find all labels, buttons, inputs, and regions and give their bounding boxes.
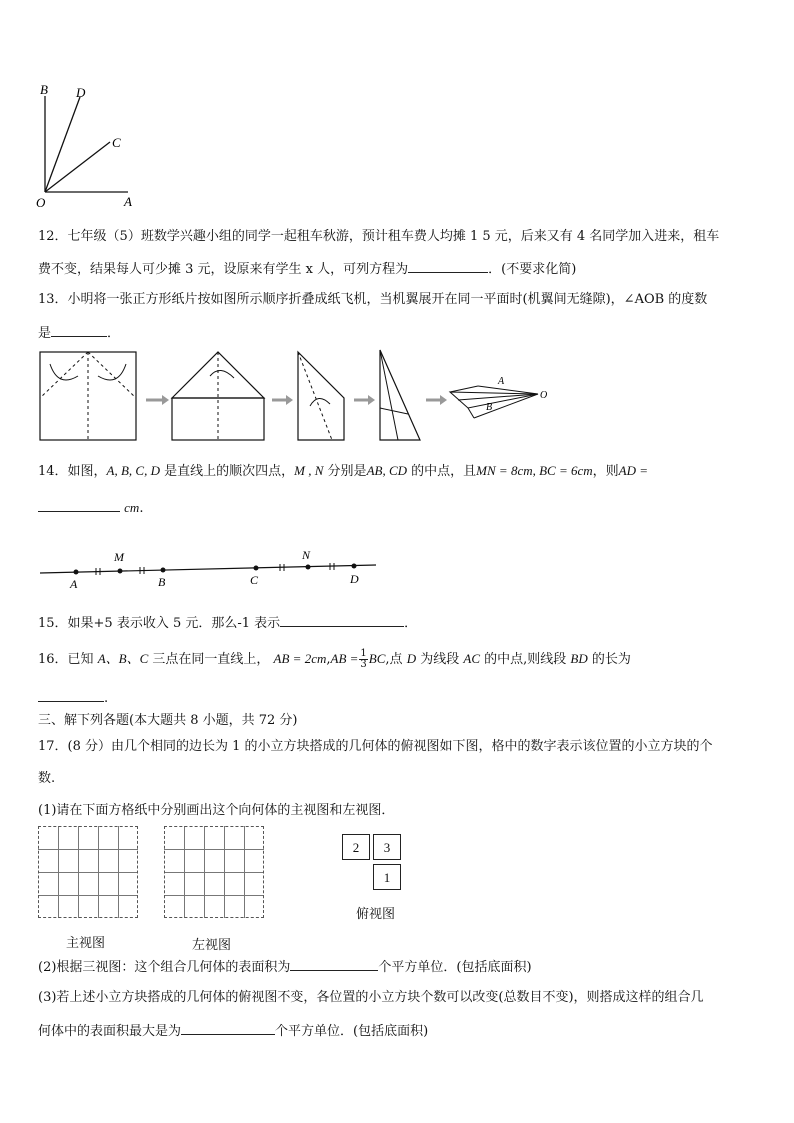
q12-text-a: 费不变，结果每人可少摊 3 元，设原来有学生 x 人，可列方程为: [38, 262, 409, 277]
q17-part1: (1)请在下面方格纸中分别画出这个向何体的主视图和左视图．: [38, 803, 395, 818]
q14-text-a: 14．如图，: [38, 464, 107, 479]
q16-line2: [38, 688, 108, 708]
q13-text-a: 是: [38, 326, 52, 341]
q16-point-d: D: [406, 651, 417, 666]
q16-text-a: 16．已知: [38, 652, 94, 667]
label-d: D: [76, 85, 86, 100]
q16-fraction: [359, 649, 367, 670]
plane-label-b: B: [486, 402, 493, 413]
q16-points: A、B、C: [97, 651, 149, 666]
q12-line1: 12．七年级（5）班数学兴趣小组的同学一起租车秋游，预计租车费人均摊 1 5 元，后来又有 4 名同学加入进来，租车: [38, 229, 720, 244]
label-c: C: [112, 135, 121, 150]
paper-plane-folding-figure: [38, 348, 568, 444]
q17-p2-answer-blank[interactable]: [290, 957, 378, 971]
q16-sep: ,: [326, 652, 331, 667]
q14-segs: AB, CD: [366, 463, 408, 478]
q16-frac-den: 3: [360, 659, 367, 670]
q17-p2-text-a: (2)根据三视图：这个组合几何体的表面积为: [38, 960, 291, 975]
q16-frac-num: 1: [360, 648, 367, 659]
q13-answer-blank[interactable]: [51, 323, 107, 337]
q14-text-c: 分别是: [327, 464, 367, 479]
q13-text-b: ．: [107, 326, 121, 341]
q16-text-e: 的中点,则线段: [484, 652, 567, 667]
line-label-a: A: [70, 577, 78, 590]
q15-text-a: 15．如果+5 表示收入 5 元．那么-1 表示: [38, 616, 281, 631]
front-view-caption: 主视图: [66, 936, 106, 951]
plane-label-o: O: [540, 390, 548, 401]
q17-p3-text-b: 个平方单位．(包括底面积): [275, 1024, 429, 1039]
q16-line1: [38, 649, 631, 670]
q17-part3-line2: [38, 1021, 428, 1041]
q13-line1: 13．小明将一张正方形纸片按如图所示顺序折叠成纸飞机，当机翼展开在同一平面时(机翼间无缝隙)，∠AOB 的度数: [38, 292, 708, 307]
left-view-grid[interactable]: [164, 826, 264, 918]
q16-cond2-a: AB =: [330, 651, 359, 666]
label-b: B: [40, 82, 48, 97]
q14-line2: [38, 498, 143, 518]
plane-label-a: A: [498, 376, 505, 387]
q14-mn: M , N: [294, 463, 324, 478]
q16-text-c: ,点: [385, 652, 403, 667]
q15-text-b: ．: [404, 616, 418, 631]
top-view-cell: 1: [373, 864, 401, 890]
label-a: A: [124, 194, 132, 209]
line-label-n: N: [302, 548, 311, 562]
q16-seg-ac: AC: [463, 651, 480, 666]
q16-seg-bd: BD: [570, 651, 588, 666]
q17-p3-text-a: 何体中的表面积最大是为: [38, 1024, 182, 1039]
line-label-b: B: [158, 575, 166, 589]
q17-part3-line1: (3)若上述小立方块搭成的几何体的俯视图不变，各位置的小立方块个数可以改变(总数目不变)，则搭成这样的组合几: [38, 990, 704, 1005]
top-view-caption: 俯视图: [356, 907, 396, 922]
q12-text-b: ．(不要求化简): [488, 262, 577, 277]
q14-line1: [38, 462, 648, 481]
q17-part2: [38, 957, 532, 977]
q16-end: .: [104, 691, 109, 706]
line-label-m: M: [114, 550, 124, 564]
q17-p3-answer-blank[interactable]: [181, 1021, 275, 1035]
q14-text-e: ，则: [592, 464, 619, 479]
q17-p2-text-b: 个平方单位．(包括底面积): [378, 960, 532, 975]
q15-answer-blank[interactable]: [280, 613, 404, 627]
q14-unit: cm: [124, 500, 140, 515]
q14-ad: AD =: [618, 463, 649, 478]
q15-line: [38, 613, 417, 633]
q12-answer-blank[interactable]: [408, 259, 488, 273]
q16-cond2-b: BC: [368, 651, 386, 666]
q16-cond1: AB = 2cm: [273, 651, 327, 666]
q17-line2: 数.: [38, 771, 56, 786]
q13-line2: [38, 323, 120, 343]
left-view-caption: 左视图: [192, 938, 232, 953]
q16-text-d: 为线段: [420, 652, 460, 667]
q14-answer-blank[interactable]: [38, 498, 120, 512]
section3-title: 三、解下列各题(本大题共 8 小题，共 72 分): [38, 713, 298, 728]
line-label-d: D: [350, 572, 359, 586]
q17-line1: 17．(8 分）由几个相同的边长为 1 的小立方块搭成的几何体的俯视图如下图，格中的数字表示该位置的小立方块的个: [38, 739, 713, 754]
front-view-grid[interactable]: [38, 826, 138, 918]
top-view-cell: 3: [373, 834, 401, 860]
q16-answer-blank[interactable]: [38, 688, 104, 702]
q16-text-f: 的长为: [591, 652, 631, 667]
q14-text-d: 的中点，且: [411, 464, 477, 479]
q14-condition: MN = 8cm, BC = 6cm: [476, 463, 593, 478]
angle-figure: [30, 80, 150, 210]
q14-end: .: [139, 501, 144, 516]
q14-text-b: 是直线上的顺次四点，: [164, 464, 295, 479]
q16-text-b: 三点在同一直线上，: [152, 652, 270, 667]
label-o: O: [36, 195, 46, 210]
points-on-line-figure: [38, 544, 383, 590]
top-view-cell: 2: [342, 834, 370, 860]
line-label-c: C: [250, 573, 259, 587]
q12-line2: [38, 259, 576, 279]
q14-points: A, B, C, D: [106, 463, 160, 478]
